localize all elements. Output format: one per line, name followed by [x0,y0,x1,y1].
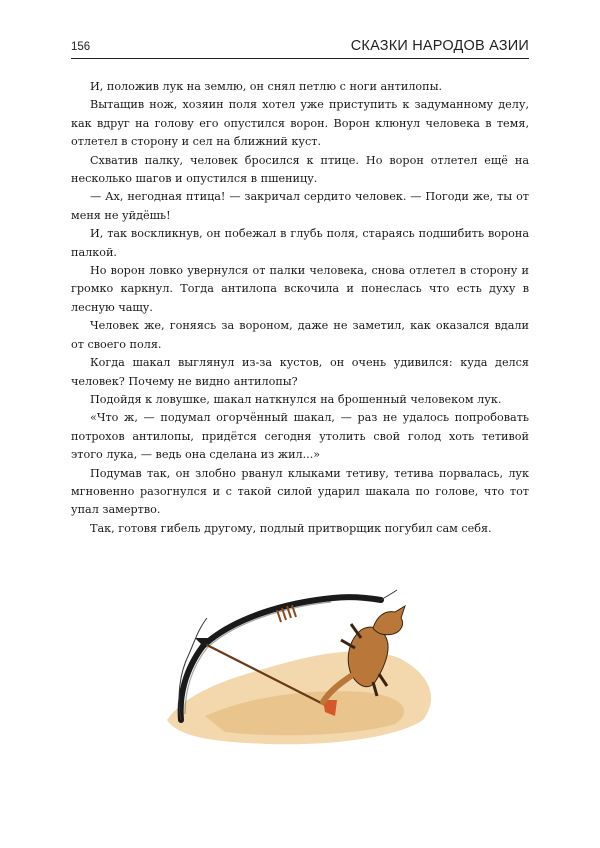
running-header [71,38,529,59]
paragraph: И, так воскликнув, он побежал в глубь поля, стараясь подшибить ворона палкой. [71,227,529,259]
paragraph: Схватив палку, человек бросился к птице. Но ворон отлетел ещё на несколько шагов и опустился в пшеницу. [71,153,529,186]
story-text [71,78,529,538]
paragraph: «Что ж, — подумал огорчённый шакал, — раз не удалось попробовать потрохов антилопы, придётся сегодня утолить свой голод хоть тетивой этого лука, — ведь она сделана из жил...» [71,411,529,462]
paragraph: Подумав так, он злобно рванул клыками тетиву, тетива порвалась, лук мгновенно разогнулся и с такой силой ударил шакала по голове, что тот упал замертво. [71,466,529,517]
paragraph: Вытащив нож, хозяин поля хотел уже приступить к задуманному делу, как вдруг на голову его опустился ворон. Ворон клюнул человека в темя, отлетел в сторону и сел на ближний куст. [71,98,529,149]
page-number: 156 [71,41,91,53]
running-title: СКАЗКИ НАРОДОВ АЗИИ [350,38,529,54]
paragraph: Подойдя к ловушке, шакал наткнулся на брошенный человеком лук. [90,392,502,406]
paragraph: Человек же, гоняясь за вороном, даже не заметил, как оказался вдали от своего поля. [71,319,529,351]
bowstring-loose-end [381,590,397,600]
paragraph: Но ворон ловко увернулся от палки человека, снова отлетел в сторону и громко каркнул. Тогда антилопа вскочила и понеслась что есть духу в лесную чащу. [71,264,529,314]
paragraph: — Ах, негодная птица! — закричал сердито человек. — Погоди же, ты от меня не уйдёшь! [71,190,529,222]
paragraph: Так, готовя гибель другому, подлый притворщик погубил сам себя. [90,521,492,535]
jackal-head [373,606,405,635]
paragraph: Когда шакал выглянул из-за кустов, он очень удивился: куда делся человек? Почему не видно антилопы? [71,356,529,388]
paragraph: И, положив лук на землю, он снял петлю с ноги антилопы. [90,80,443,93]
jackal-bow-illustration [165,588,445,750]
